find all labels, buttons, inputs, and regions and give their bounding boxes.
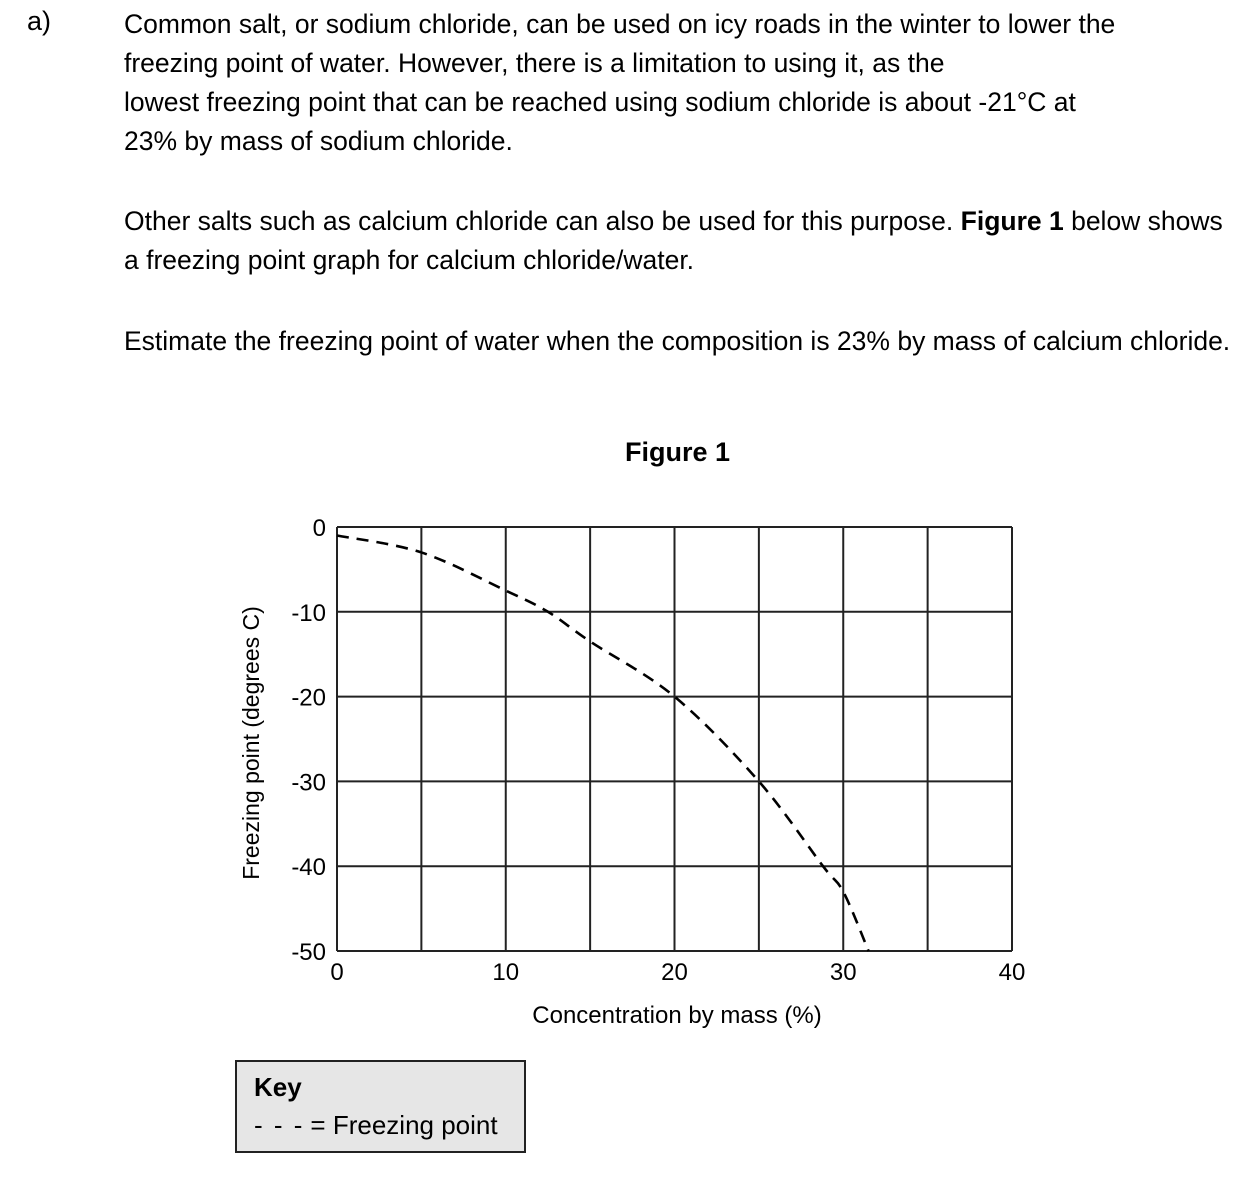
paragraph-text: Other salts such as calcium chloride can also be used for this purpose. xyxy=(124,206,961,236)
y-tick-labels xyxy=(291,515,326,966)
y-tick-label: -10 xyxy=(291,599,326,627)
y-tick-label: -20 xyxy=(291,684,326,712)
task-paragraph: Estimate the freezing point of water when the composition is 23% by mass of calcium chloride. xyxy=(124,326,1231,356)
y-tick-label: 0 xyxy=(312,515,326,542)
legend-label: = Freezing point xyxy=(310,1110,498,1140)
x-tick-label: 30 xyxy=(829,959,857,986)
dashed-line-icon: - - - xyxy=(254,1110,305,1140)
x-tick-label: 10 xyxy=(492,959,520,986)
x-tick-label: 20 xyxy=(661,959,688,986)
x-tick-label: 0 xyxy=(330,959,344,986)
intro-line: lowest freezing point that can be reached using sodium chloride is about -21°C at xyxy=(124,87,1076,117)
paragraph-text: below shows a freezing point graph for calcium chloride/water. xyxy=(124,206,1223,275)
legend-title: Key xyxy=(254,1072,302,1102)
y-tick-label: -40 xyxy=(291,854,326,882)
x-axis-label: Concentration by mass (%) xyxy=(532,1002,822,1029)
y-tick-label: -50 xyxy=(291,939,326,966)
intro-line: Common salt, or sodium chloride, can be used on icy roads in the winter to lower the xyxy=(124,9,1116,39)
intro-line: freezing point of water. However, there is a limitation to using it, as the xyxy=(124,48,945,78)
legend-entry xyxy=(254,1110,498,1141)
x-tick-label: 40 xyxy=(998,959,1026,986)
chart-grid xyxy=(337,527,1012,951)
chart-legend xyxy=(235,1060,526,1153)
y-axis-label: Freezing point (degrees C) xyxy=(238,606,264,880)
figure-reference: Figure 1 xyxy=(960,206,1064,236)
chart-series xyxy=(337,535,869,951)
figure-title: Figure 1 xyxy=(624,437,731,467)
question-label: a) xyxy=(27,6,52,36)
freezing-point-curve xyxy=(337,535,869,951)
x-tick-labels xyxy=(330,959,1025,986)
y-tick-label: -30 xyxy=(291,769,326,797)
intro-line: 23% by mass of sodium chloride. xyxy=(124,126,513,156)
